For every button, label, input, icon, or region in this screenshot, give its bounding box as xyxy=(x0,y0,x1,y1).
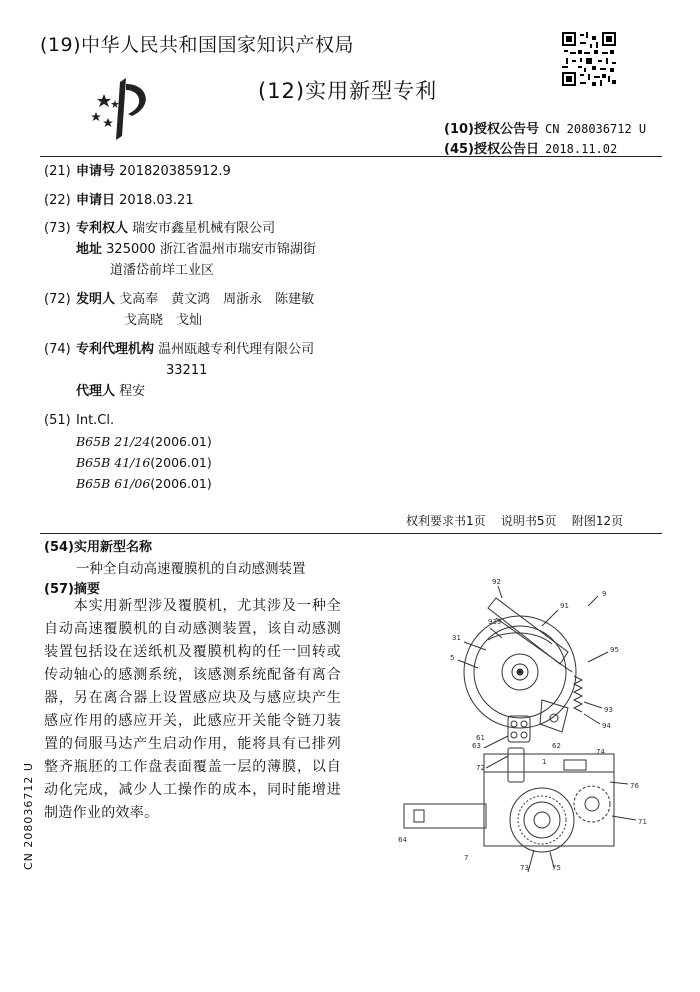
figure-label: 939 xyxy=(488,618,502,626)
application-number-row: (21) 申请号 201820385912.9 xyxy=(44,164,231,179)
pub-number-label: (10)授权公告号 xyxy=(444,122,539,137)
pub-number-line xyxy=(444,118,646,137)
page-counts xyxy=(406,513,623,529)
figure-label: 64 xyxy=(398,836,407,844)
application-number: 201820385912.9 xyxy=(119,164,231,179)
patentee: 瑞安市鑫星机械有限公司 xyxy=(132,221,276,236)
figure-label: 61 xyxy=(476,734,485,742)
agency-row: (74) 专利代理机构 温州瓯越专利代理有限公司 xyxy=(44,342,315,357)
abstract-label: (57)摘要 xyxy=(44,582,100,597)
section-divider xyxy=(40,533,662,534)
agent-row: 代理人 程安 xyxy=(76,384,146,399)
abstract-figure xyxy=(392,572,664,872)
doc-type: (12)实用新型专利 xyxy=(258,79,438,103)
patentee-row: (73) 专利权人 瑞安市鑫星机械有限公司 xyxy=(44,221,276,236)
figure-label: 91 xyxy=(560,602,569,610)
title-label: (54)实用新型名称 xyxy=(44,540,152,555)
figure-label: 72 xyxy=(476,764,485,772)
ipc-class: B65B 41/16(2006.01) xyxy=(76,455,212,470)
claims-pages: 权利要求书1页 xyxy=(406,514,486,528)
figure-label: 31 xyxy=(452,634,461,642)
agency-number: 33211 xyxy=(166,363,208,378)
address-line1: 325000 浙江省温州市瑞安市锦湖街 xyxy=(106,242,316,257)
figure-label: 95 xyxy=(610,646,619,654)
agent: 程安 xyxy=(119,384,146,399)
cnipa-logo xyxy=(88,76,170,140)
application-date: 2018.03.21 xyxy=(119,193,194,208)
figure-label: 7 xyxy=(464,854,469,862)
figure-label: 9 xyxy=(602,590,607,598)
description-pages: 说明书5页 xyxy=(500,514,557,528)
figure-label: 5 xyxy=(450,654,455,662)
header-divider xyxy=(40,156,662,157)
figure-label: 63 xyxy=(472,742,481,750)
ipc-row: (51) Int.Cl. xyxy=(44,413,115,428)
figure-label: 75 xyxy=(552,864,561,872)
figure-label: 71 xyxy=(638,818,647,826)
ipc-class: B65B 21/24(2006.01) xyxy=(76,434,212,449)
figure-label: 62 xyxy=(552,742,561,750)
office-name: (19)中华人民共和国国家知识产权局 xyxy=(40,34,355,56)
inventors-line2: 戈高晓 戈灿 xyxy=(124,313,203,328)
pub-date: 2018.11.02 xyxy=(544,142,618,156)
abstract-text: 本实用新型涉及覆膜机，尤其涉及一种全自动高速覆膜机的自动感测装置，该自动感测装置包括设在送纸机及覆膜机构的任一回转或传动轴心的感测系统，该感测系统配备有离合器，另在离合器上设置感应块及与感应块产生感应作用的感应开关，此感应开关能令链刀装置的伺服马达产生启动作用，能将具有已排列整齐瓶胚的工作盘表面覆盖一层的薄膜，以自动化完成，减少人工操作的成本，同时能增进制造作业的效率。 xyxy=(44,598,341,821)
figure-label: 93 xyxy=(604,706,613,714)
drawing-pages: 附图12页 xyxy=(571,514,624,528)
figure-label: 1 xyxy=(542,758,547,766)
inventors-line1: 戈高奉 黄文鸿 周浙永 陈建敏 xyxy=(119,292,315,307)
agency: 温州瓯越专利代理有限公司 xyxy=(158,342,315,357)
figure-label: 94 xyxy=(602,722,611,730)
inventor-row: (72) 发明人 戈高奉 黄文鸿 周浙永 陈建敏 xyxy=(44,292,315,307)
pub-date-label: (45)授权公告日 xyxy=(444,142,539,157)
utility-title: 一种全自动高速覆膜机的自动感测装置 xyxy=(76,561,306,577)
figure-label: 74 xyxy=(596,748,605,756)
figure-label: 92 xyxy=(492,578,501,586)
qr-code xyxy=(562,32,616,86)
side-pub-number: CN 208036712 U xyxy=(22,762,35,870)
ipc-class: B65B 61/06(2006.01) xyxy=(76,476,212,491)
figure-label: 76 xyxy=(630,782,639,790)
address-row: 地址 325000 浙江省温州市瑞安市锦湖街 xyxy=(76,242,316,257)
application-date-row: (22) 申请日 2018.03.21 xyxy=(44,193,194,208)
ipc-label: Int.Cl. xyxy=(76,413,115,428)
address-line2: 道潘岱前垟工业区 xyxy=(110,263,215,278)
pub-date-line xyxy=(444,138,617,157)
pub-number: CN 208036712 U xyxy=(544,122,647,136)
figure-label: 73 xyxy=(520,864,529,872)
